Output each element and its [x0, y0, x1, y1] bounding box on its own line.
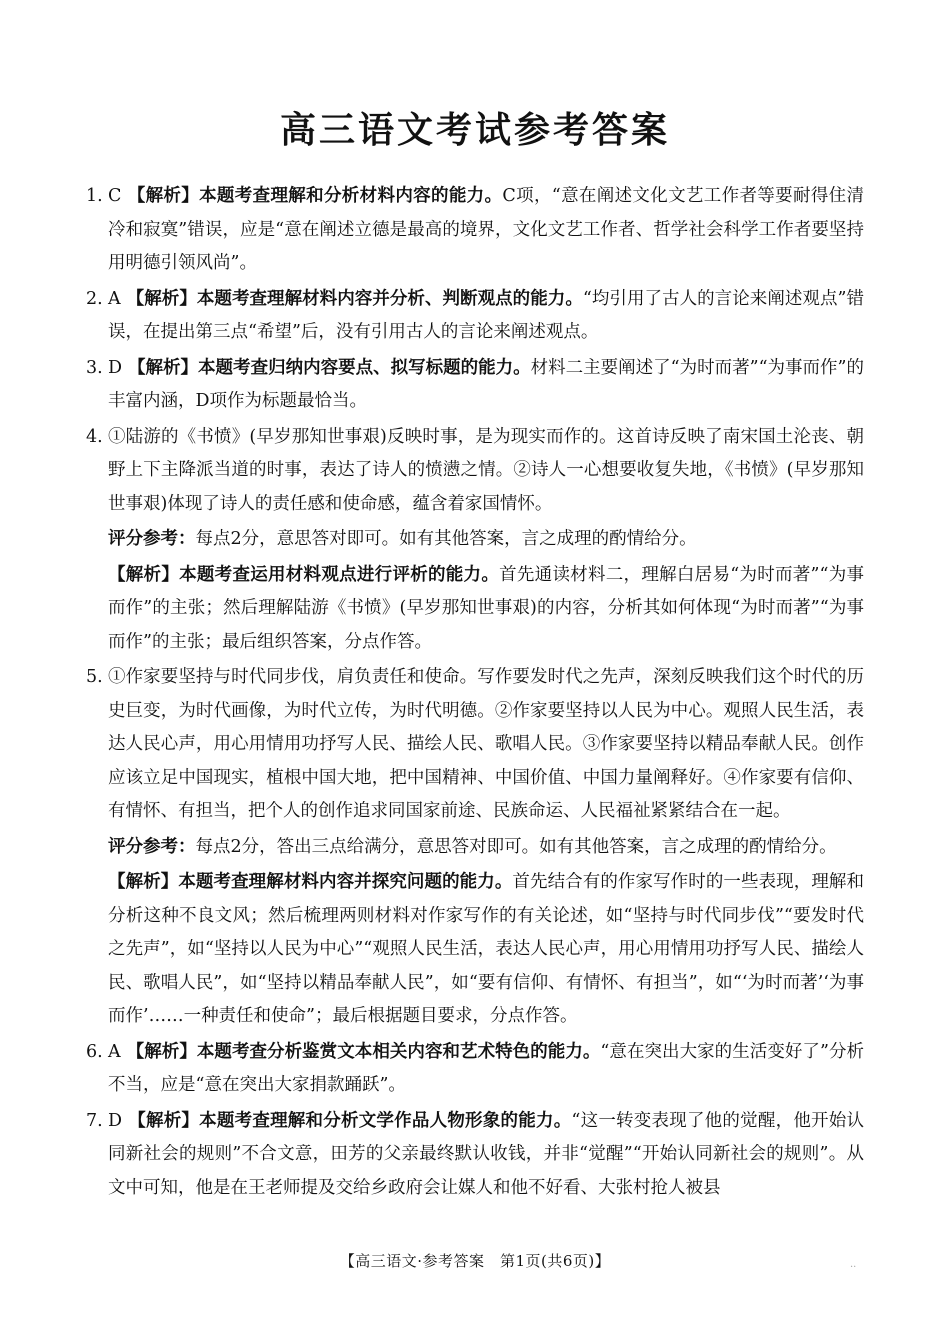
answer-item-2 [86, 283, 864, 350]
analysis-tag: 【解析】本题考查理解材料内容并分析、判断观点的能力。 [126, 288, 583, 309]
answer-letter: A [108, 288, 121, 309]
answer-letter: D [108, 357, 123, 378]
answer-item-5 [86, 661, 864, 829]
analysis-4 [86, 559, 864, 660]
explanation-text: “这一转变表现了他的觉醒，他开始认同新社会的规则”不合文意，田芳的父亲最终默认收钱，并非“觉醒”“开始认同新社会的规则”。从文中可知，他是在王老师提及交给乡政府会让媒人和他不好看、大张村抢人被县 [108, 1110, 864, 1198]
analysis-tag: 【解析】本题考查分析鉴赏文本相关内容和艺术特色的能力。 [126, 1041, 601, 1062]
answer-text: ①陆游的《书愤》(早岁那知世事艰)反映时事，是为现实而作的。这首诗反映了南宋国土沦丧、朝野上下主降派当道的时事，表达了诗人的愤懑之情。②诗人一心想要收复失地，《书愤》(早岁那知世事艰)体现了诗人的责任感和使命感，蕴含着家国情怀。 [108, 426, 864, 514]
item-number: 3. [86, 357, 103, 378]
scoring-label: 评分参考： [108, 529, 196, 549]
answer-letter: A [108, 1041, 121, 1062]
explanation-text: 材料二主要阐述了“为时而著”“为事而作”的丰富内涵，D项作为标题最恰当。 [108, 357, 865, 411]
analysis-tag: 【解析】本题考查运用材料观点进行评析的能力。 [108, 564, 500, 585]
item-number: 4. [86, 426, 103, 447]
analysis-tag: 【解析】本题考查理解和分析文学作品人物形象的能力。 [128, 1110, 572, 1131]
page-footer: 【高三语文·参考答案 第1页(共6页)】 [339, 1252, 611, 1270]
scoring-label: 评分参考： [108, 836, 196, 857]
item-number: 2. [86, 288, 103, 309]
answer-item-1 [86, 180, 864, 281]
answer-item-6 [86, 1036, 864, 1103]
answer-letter: C [108, 186, 122, 206]
item-number: 7. [86, 1110, 103, 1131]
analysis-5 [86, 866, 864, 1034]
explanation-text: C项，“意在阐述文化文艺工作者等要耐得住清冷和寂寞”错误，应是“意在阐述立德是最高的境界，文化文艺工作者、哲学社会科学工作者要坚持用明德引领风尚”。 [108, 186, 865, 273]
scoring-text: 每点2分，答出三点给满分，意思答对即可。如有其他答案，言之成理的酌情给分。 [195, 836, 837, 857]
scoring-note-4 [86, 523, 864, 557]
analysis-tag: 【解析】本题考查归纳内容要点、拟写标题的能力。 [128, 357, 531, 378]
explanation-text: “均引用了古人的言论来阐述观点”错误，在提出第三点“希望”后，没有引用古人的言论来阐述观点。 [108, 288, 864, 342]
explanation-text: “意在突出大家的生活变好了”分析不当，应是“意在突出大家捐款踊跃”。 [108, 1041, 864, 1095]
answer-item-7 [86, 1105, 864, 1206]
scoring-note-5 [86, 831, 864, 865]
answer-letter: D [108, 1110, 123, 1131]
answer-item-3 [86, 352, 864, 419]
answer-item-4 [86, 421, 864, 522]
analysis-tag: 【解析】本题考查理解和分析材料内容的能力。 [127, 186, 503, 206]
item-number: 1. [86, 186, 103, 206]
item-number: 5. [86, 667, 103, 687]
page-title: 高三语文考试参考答案 [279, 110, 670, 151]
analysis-tag: 【解析】本题考查理解材料内容并探究问题的能力。 [108, 872, 513, 892]
answer-list [86, 180, 864, 1207]
item-number: 6. [86, 1041, 103, 1062]
scoring-text: 每点2分，意思答对即可。如有其他答案，言之成理的酌情给分。 [195, 529, 697, 549]
analysis-text: 首先结合有的作家写作时的一些表现，理解和分析这种不良文风；然后梳理两则材料对作家写作的有关论述，如“坚持与时代同步伐”“要发时代之先声”，如“坚持以人民为中心”“观照人民生活，表达人民心声，用心用情用功抒写人民、描绘人民、歌唱人民”，如“坚持以精品奉献人民”，如“要有信仰、有情怀、有担当”，如“‘为时而著’‘为事而作’……一种责任和使命”；最后根据题目要求，分点作答。 [108, 872, 865, 1026]
scan-mark: ·· [850, 1262, 857, 1273]
answer-text: ①作家要坚持与时代同步伐，肩负责任和使命。写作要发时代之先声，深刻反映我们这个时代的历史巨变，为时代画像，为时代立传，为时代明德。②作家要坚持以人民为中心。观照人民生活，表达人民心声，用心用情用功抒写人民、描绘人民、歌唱人民。③作家要坚持以精品奉献人民。创作应该立足中国现实，植根中国大地，把中国精神、中国价值、中国力量阐释好。④作家要有信仰、有情怀、有担当，把个人的创作追求同国家前途、民族命运、人民福祉紧紧结合在一起。 [108, 667, 864, 821]
analysis-text: 首先通读材料二，理解白居易“为时而著”“为事而作”的主张；然后理解陆游《书愤》(早岁那知世事艰)的内容，分析其如何体现“为时而著”“为事而作”的主张；最后组织答案，分点作答。 [108, 564, 864, 652]
